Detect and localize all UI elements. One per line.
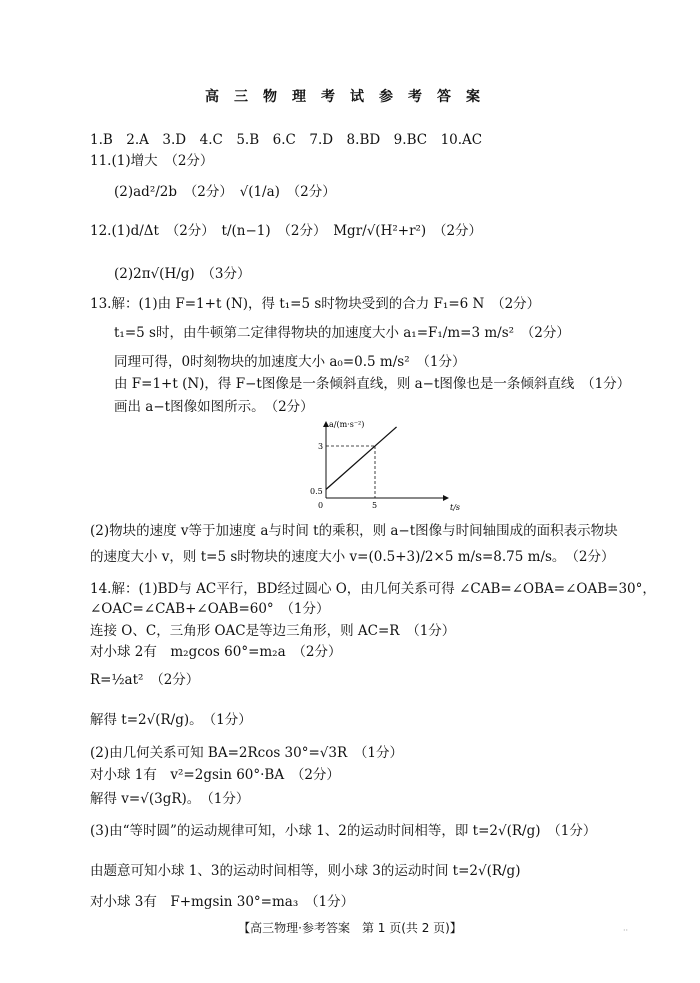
q13-line-5: 画出 a−t图像如图所示。 （2分） — [114, 399, 314, 415]
corner-mark: ·· — [623, 926, 629, 935]
y-tick-0-5: 0.5 — [310, 487, 323, 496]
x-tick-5: 5 — [372, 501, 378, 510]
q13-part2-line-1: (2)物块的速度 v等于加速度 a与时间 t的乘积，则 a−t图像与时间轴围成的面积表示物块 — [90, 523, 618, 539]
q13-line-1: 13.解：(1)由 F=1+t (N)，得 t₁=5 s时物块受到的合力 F₁=6 N （2分） — [90, 296, 541, 312]
q12-part2: (2)2π√(H/g) （3分） — [114, 266, 251, 282]
y-axis-label: a/(m·s⁻²) — [329, 420, 365, 429]
q12-part1: 12.(1)d/Δt （2分） t/(n−1) （2分） Mgr/√(H²+r²) （2分） — [90, 223, 483, 239]
q14-line-7: (2)由几何关系可知 BA=2Rcos 30°=√3R （1分） — [90, 745, 403, 761]
q14-line-5: R=½at² （2分） — [90, 672, 200, 688]
q14-line-10: (3)由“等时圆”的运动规律可知，小球 1、2的运动时间相等，即 t=2√(R/g) （1分） — [90, 823, 597, 839]
q14-line-9: 解得 v=√(3gR)。 （1分） — [90, 791, 250, 807]
q14-line-12: 对小球 3有 F+mgsin 30°=ma₃ （1分） — [90, 894, 355, 910]
q14-line-1: 14.解：(1)BD与 AC平行，BD经过圆心 O，由几何关系可得 ∠CAB=∠OBA=∠OAB=30°， — [90, 581, 656, 597]
y-tick-3: 3 — [318, 442, 324, 451]
q14-line-3: 连接 O、C，三角形 OAC是等边三角形，则 AC=R （1分） — [90, 623, 456, 639]
a-t-graph — [300, 416, 480, 520]
q11-part2: (2)ad²/2b （2分） √(1/a) （2分） — [114, 184, 336, 200]
mc-answers: 1.B 2.A 3.D 4.C 5.B 6.C 7.D 8.BD 9.BC 10.AC — [90, 132, 483, 148]
q14-line-6: 解得 t=2√(R/g)。 （1分） — [90, 712, 252, 728]
q14-line-11: 由题意可知小球 1、3的运动时间相等，则小球 3的运动时间 t=2√(R/g) — [90, 863, 521, 879]
x-axis-label: t/s — [450, 503, 461, 512]
q13-part2-line-2: 的速度大小 v，则 t=5 s时物块的速度大小 v=(0.5+3)/2×5 m/s=8.75 m/s。 （2分） — [90, 549, 615, 565]
q13-line-2: t₁=5 s时，由牛顿第二定律得物块的加速度大小 a₁=F₁/m=3 m/s² （2分） — [114, 325, 570, 341]
q11-part1: 11.(1)增大 （2分） — [90, 153, 214, 169]
q13-line-3: 同理可得，0时刻物块的加速度大小 a₀=0.5 m/s² （1分） — [114, 354, 466, 370]
q13-line-4: 由 F=1+t (N)，得 F−t图像是一条倾斜直线，则 a−t图像也是一条倾斜直线 （1分） — [114, 376, 631, 392]
q14-line-2: ∠OAC=∠CAB+∠OAB=60° （1分） — [90, 601, 330, 617]
page-title: 高三物理考试参考答案 — [205, 89, 495, 105]
origin-label: 0 — [318, 501, 324, 510]
a-t-line — [326, 427, 397, 489]
q14-line-4: 对小球 2有 m₂gcos 60°=m₂a （2分） — [90, 644, 342, 660]
page-footer: 【高三物理·参考答案 第 1 页(共 2 页)】 — [238, 921, 462, 935]
q14-line-8: 对小球 1有 v²=2gsin 60°·BA （2分） — [90, 767, 340, 783]
